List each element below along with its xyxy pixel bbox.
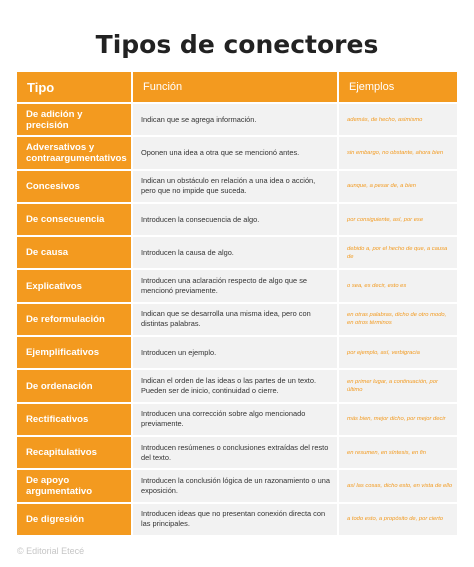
row-type: De causa [17, 237, 131, 268]
row-type: De adición y precisión [17, 104, 131, 135]
row-function: Indican que se desarrolla una misma idea, pero con distintas palabras. [133, 304, 337, 335]
row-type: De reformulación [17, 304, 131, 335]
row-function: Introducen una aclaración respecto de algo que se mencionó previamente. [133, 270, 337, 301]
row-examples: por consiguiente, así, por ese [339, 204, 457, 235]
row-examples: más bien, mejor dicho, por mejor decir [339, 404, 457, 435]
row-examples: o sea, es decir, esto es [339, 270, 457, 301]
row-examples: en otras palabras, dicho de otro modo, en otros términos [339, 304, 457, 335]
row-function: Indican un obstáculo en relación a una idea o acción, pero que no impide que suceda. [133, 171, 337, 202]
page-title: Tipos de conectores [95, 30, 379, 59]
row-examples: sin embargo, no obstante, ahora bien [339, 137, 457, 168]
row-type: Recapitulativos [17, 437, 131, 468]
row-examples: así las cosas, dicho esto, en vista de ello [339, 470, 457, 501]
row-function: Introducen la conclusión lógica de un razonamiento o una exposición. [133, 470, 337, 501]
row-examples: aunque, a pesar de, a bien [339, 171, 457, 202]
row-examples: además, de hecho, asimismo [339, 104, 457, 135]
row-type: Concesivos [17, 171, 131, 202]
row-function: Indican el orden de las ideas o las partes de un texto. Pueden ser de inicio, continuidad o cierre. [133, 370, 337, 401]
row-examples: en resumen, en síntesis, en fin [339, 437, 457, 468]
row-function: Introducen ideas que no presentan conexión directa con las principales. [133, 504, 337, 535]
connectors-table [17, 72, 457, 535]
row-function: Introducen la consecuencia de algo. [133, 204, 337, 235]
row-type: Rectificativos [17, 404, 131, 435]
row-type: De ordenación [17, 370, 131, 401]
header-ejemplos: Ejemplos [339, 72, 457, 102]
row-examples: debido a, por el hecho de que, a causa de [339, 237, 457, 268]
row-type: Adversativos y contraargumentativos [17, 137, 131, 168]
header-funcion: Función [133, 72, 337, 102]
row-type: De digresión [17, 504, 131, 535]
row-function: Indican que se agrega información. [133, 104, 337, 135]
row-examples: por ejemplo, así, verbigracia [339, 337, 457, 368]
row-function: Oponen una idea a otra que se mencionó antes. [133, 137, 337, 168]
row-type: De apoyo argumentativo [17, 470, 131, 501]
header-tipo: Tipo [17, 72, 131, 102]
row-function: Introducen una corrección sobre algo mencionado previamente. [133, 404, 337, 435]
row-type: Ejemplificativos [17, 337, 131, 368]
row-type: Explicativos [17, 270, 131, 301]
copyright-footer: © Editorial Etecé [17, 546, 85, 556]
row-examples: a todo esto, a propósito de, por cierto [339, 504, 457, 535]
row-examples: en primer lugar, a continuación, por último [339, 370, 457, 401]
row-function: Introducen un ejemplo. [133, 337, 337, 368]
row-type: De consecuencia [17, 204, 131, 235]
row-function: Introducen la causa de algo. [133, 237, 337, 268]
row-function: Introducen resúmenes o conclusiones extraídas del resto del texto. [133, 437, 337, 468]
